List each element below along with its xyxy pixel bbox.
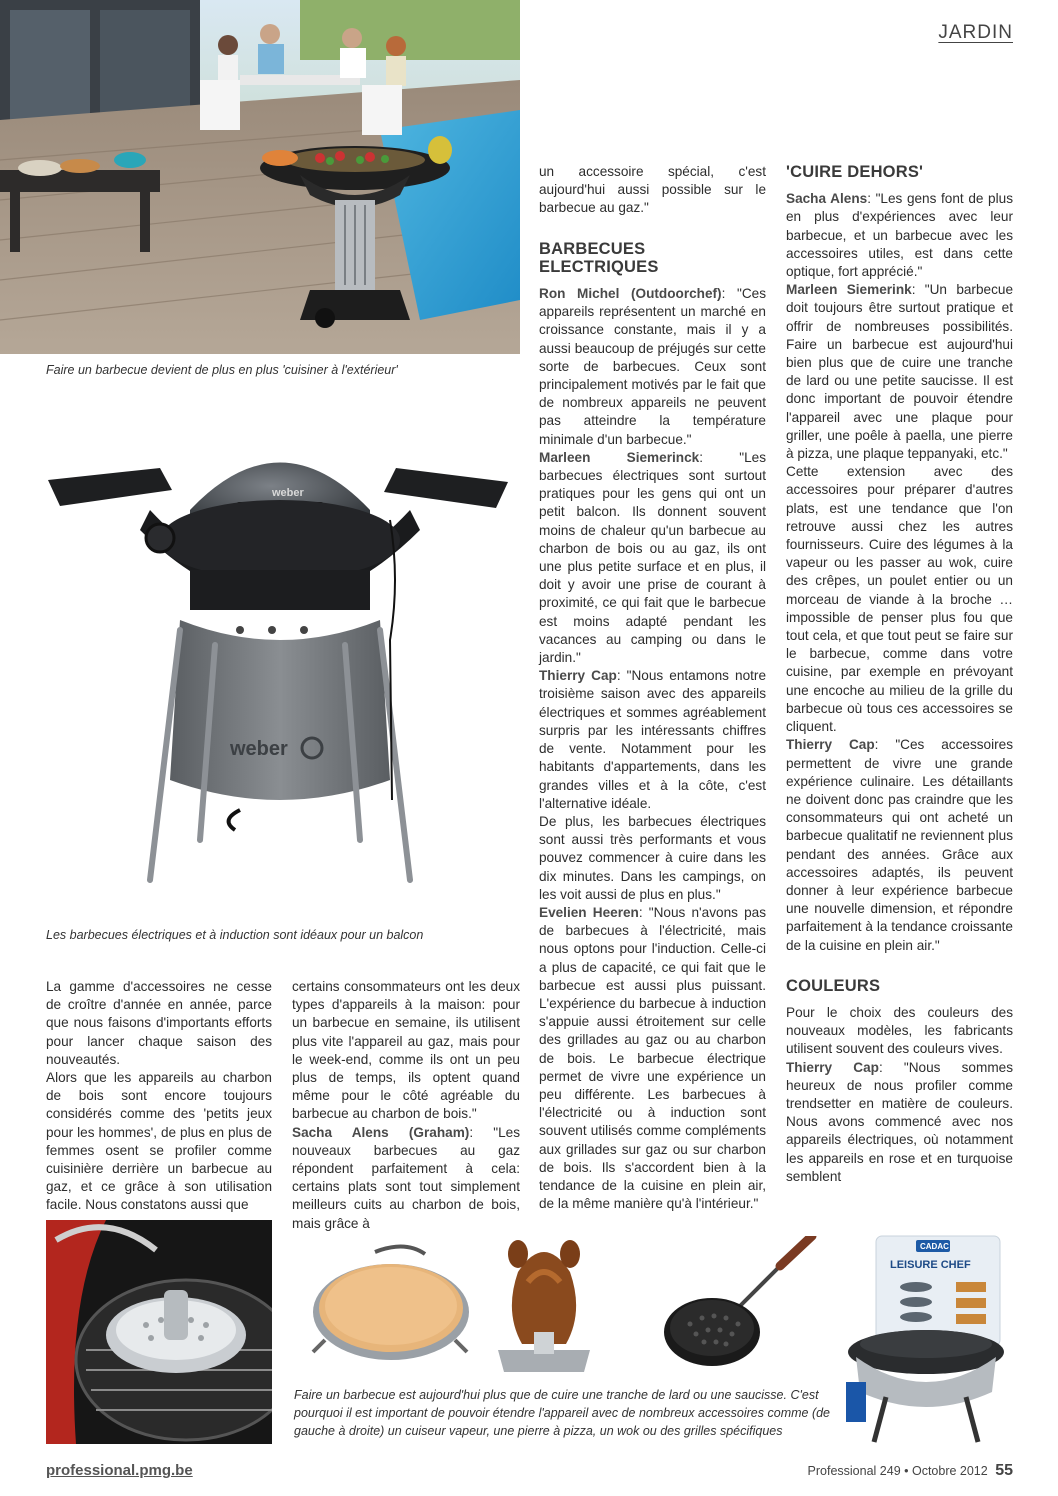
weber-lid-logo: weber [272, 487, 304, 499]
speaker-name: Marleen Siemerinck [539, 449, 700, 465]
col4-paragraph-5: Pour le choix des couleurs des nouveaux modèles, les fabricants utilisent souvent des couleurs vives. [786, 1004, 1013, 1057]
col3-intro: un accessoire spécial, c'est aujourd'hui aussi possible sur le barbecue au gaz." [539, 164, 766, 216]
col4-quote-2: Marleen Siemerink: "Un barbecue doit toujours être surtout pratique et offrir de nombreuses possibilités. Faire un barbecue est aujourd'hui bien plus que de cuire une tranche de lard ou une petite saucisse. Il est donc important de pouvoir étendre l'appareil avec une plaque pour griller, une poêle à paella, une pierre à pizza, une plaque teppanyaki, etc." [786, 282, 1013, 462]
article-column-1 [46, 978, 272, 1215]
wok-pan-illustration [660, 1236, 820, 1380]
chicken-roaster-illustration [488, 1232, 600, 1376]
col3-quote-3: Thierry Cap: "Nous entamons notre troisième saison avec des appareils électriques et sommes agréablement surpris par les intéressants chiffres de vente. Notamment pour les habitants d'appartements, dans les grandes villes et à la côte, c'est l'alternative idéale. [539, 668, 766, 811]
col3-paragraph-4: De plus, les barbecues électriques sont aussi très performants et vous pouvez commencer à cuire dans les dix minutes. Dans les campings, on les voit aussi de plus en plus." [539, 813, 766, 902]
col4-quote-1: Sacha Alens: "Les gens font de plus en plus d'expériences avec leur barbecue, et un barbecue avec les accessoires utiles, est dans cette optique, fort apprécié." [786, 191, 1013, 280]
cadac-grill-photo [846, 1232, 1012, 1444]
speaker-name: Thierry Cap [786, 1059, 879, 1075]
col1-paragraph-1: La gamme d'accessoires ne cesse de croître d'année en année, parce que nous faisons d'importants efforts pour lancer chaque saison des nouveautés. [46, 979, 272, 1067]
speaker-name: Evelien Heeren [539, 904, 639, 920]
pizza-stone-illustration [305, 1240, 477, 1372]
cadac-model-label: LEISURE CHEF [890, 1259, 971, 1271]
cadac-brand-label: CADAC [920, 1242, 949, 1251]
col1-paragraph-2: Alors que les appareils au charbon de bois sont encore toujours considérés comme des 'petits jeux pour les hommes', de plus en plus de femmes osent se profiler comme cuisinière derrière un barbecue au gaz, et ce grâce à son utilisation facile. Nous constatons aussi que [46, 1070, 272, 1213]
page-number: 55 [995, 1462, 1013, 1479]
article-column-2 [292, 978, 520, 1233]
article-column-3 [539, 163, 766, 1213]
col4-paragraph-3: Cette extension avec des accessoires pour préparer d'autres plats, est une tendance que l'on retrouve aussi chez les autres fournisseurs. Cuire des légumes à la vapeur ou les passer au wok, cuire des crêpes, un poulet entier ou un morceau de viande à la broche … impossible de penser plus fou que tout cela, et que tout peut se faire sur le barbecue, comme dans votre cuisine, par exemple en prévoyant une encoche au milieu de la grille du barbecue où tous ces accessoires se cliquent. [786, 464, 1013, 735]
section-label: JARDIN [938, 22, 1013, 43]
speaker-name: Sacha Alens [786, 191, 868, 207]
col3-quote-5: Evelien Heeren: "Nous n'avons pas de barbecues à l'électricité, mais nous optons pour l'induction. Celle-ci a plus de capacité, ce qui fait que le barbecue est aussi plus puissant. L'expérience du barbecue à induction s'appuie aussi étroitement sur celle des grillades au gaz ou au charbon de bois. Le barbecue électrique permet de vivre une expérience un peu différente. Les barbecues à l'électricité ou à induction sont souvent utilisés comme compléments aux grillades sur gaz ou sur charbon de bois. Ils s'accordent bien à la tendance de la cuisine en plein air, de la même manière qu'à l'intérieur." [539, 904, 766, 1212]
cadac-leisure-chef-illustration [846, 1232, 1012, 1444]
footer-website-link[interactable]: professional.pmg.be [46, 1462, 193, 1479]
speaker-name: Thierry Cap [539, 668, 617, 684]
terrace-barbecue-photo [0, 0, 520, 354]
chicken-roaster-photo [488, 1232, 600, 1376]
col4-quote-6: Thierry Cap: "Nous sommes heureux de nous profiler comme trendsetter en matière de couleurs. Nous avons commencé avec nos appareils électriques, où notamment les appareils en rose et en turquoise semblent [786, 1059, 1013, 1184]
speaker-name: Marleen Siemerink [786, 282, 912, 298]
accessories-caption: Faire un barbecue est aujourd'hui plus que de cuire une tranche de lard ou une saucisse. C'est pourquoi il est important de pouvoir étendre l'appareil avec de nombreux accessoires comme (de gauche à droite) un cuiseur vapeur, une pierre à pizza, un wok ou des grilles spécifiques [294, 1388, 831, 1438]
col2-paragraph-1: certains consommateurs ont les deux types d'appareils à la maison: pour un barbecue en semaine, ils utilisent plus vite l'appareil au gaz, mais pour le week-end, comme ils ont un peu plus de temps, ils optent quand même pour le côté agréable du barbecue au charbon de bois." [292, 979, 520, 1122]
speaker-name: Ron Michel (Outdoorchef) [539, 286, 722, 302]
weber-q-grill-illustration [40, 420, 520, 920]
speaker-name: Thierry Cap [786, 737, 875, 753]
issue-label: Professional 249 • Octobre 2012 [807, 1464, 988, 1478]
top-photo-caption: Faire un barbecue devient de plus en plus 'cuisiner à l'extérieur' [46, 363, 398, 377]
terrace-scene-illustration [0, 0, 520, 354]
footer-issue-info [808, 1462, 1013, 1480]
col3-quote-2: Marleen Siemerinck: "Les barbecues électriques sont surtout pratiques pour les gens qui ont un petit balcon. Ils donnent souvent moins de chaleur qu'un barbecue au charbon de bois ou au gaz, ils ont une plus petite surface et en plus, il doit y avoir une prise de courant à proximité, ce qui fait que le barbecue est moins adapté pendant les vacances au camping ou dans le jardin." [539, 449, 766, 666]
weber-stand-logo: weber [230, 738, 288, 760]
speaker-name: Sacha Alens (Graham) [292, 1124, 470, 1140]
electric-grill-photo [40, 420, 520, 920]
heading-couleurs: COULEURS [786, 976, 881, 995]
col4-quote-4: Thierry Cap: "Ces accessoires permettent de vivre une grande expérience culinaire. Les détaillants ne doivent donc pas craindre que les consommateurs qui ont acheté un barbecue qualitatif ne reviennent plus pendant des années. Grâce aux accessoires adaptés, ils peuvent donner à leur expérience barbecue une nouvelle dimension, et répondre parfaitement à la tendance croissante de la cuisine en plein air." [786, 737, 1014, 953]
heading-cuire-dehors: 'CUIRE DEHORS' [786, 163, 924, 181]
col2-paragraph-2: Sacha Alens (Graham): "Les nouveaux barbecues au gaz répondent parfaitement à cela: certains plats sont tout simplement meilleurs cuits au charbon de bois, mais grâce à [292, 1124, 521, 1231]
steamer-photo [46, 1220, 272, 1444]
col3-quote-1: Ron Michel (Outdoorchef): "Ces appareils représentent un marché en croissance constante, mais il y a aussi beaucoup de préjugés sur cette sorte de barbecues. Ceux sont principalement motivés par le fait que de nombreux appareils ne peuvent pas atteindre la température minimale d'un barbecue." [539, 286, 766, 447]
wok-photo [660, 1236, 820, 1380]
heading-barbecues-electriques: BARBECUES ELECTRIQUES [539, 239, 659, 276]
pizza-stone-photo [305, 1240, 477, 1372]
electric-grill-caption: Les barbecues électriques et à induction sont idéaux pour un balcon [46, 928, 424, 942]
steamer-accessory-illustration [46, 1220, 272, 1444]
article-column-4 [786, 163, 1013, 1186]
